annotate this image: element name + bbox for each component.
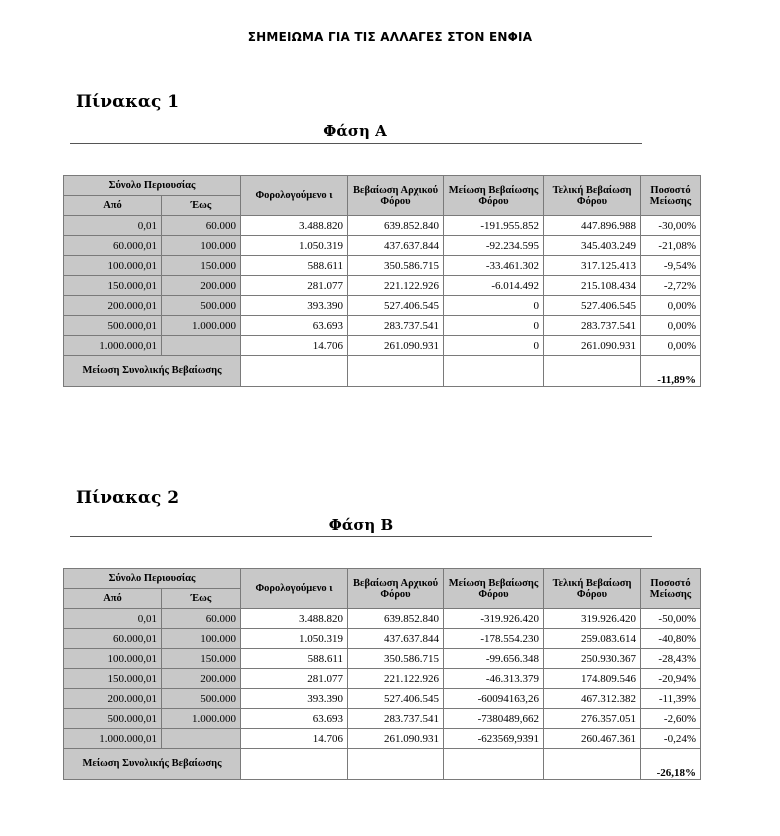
range-to-cell <box>162 729 241 749</box>
range-to-cell: 200.000 <box>162 669 241 689</box>
table-row <box>64 276 701 296</box>
final-tax-cell: 260.467.361 <box>544 729 641 749</box>
final-tax-cell: 345.403.249 <box>544 236 641 256</box>
reduction-percent-cell: -2,60% <box>641 709 701 729</box>
range-to-cell: 100.000 <box>162 236 241 256</box>
reduction-percent-cell: -9,54% <box>641 256 701 276</box>
range-to-cell: 150.000 <box>162 649 241 669</box>
taxpayers-cell: 63.693 <box>241 316 348 336</box>
table-row <box>64 256 701 276</box>
header-taxpayers: Φορολογούμενο ι <box>241 176 348 216</box>
reduction-percent-cell: -30,00% <box>641 216 701 236</box>
reduction-percent-cell: 0,00% <box>641 296 701 316</box>
taxpayers-cell: 14.706 <box>241 729 348 749</box>
table-row <box>64 669 701 689</box>
header-initial-tax: Βεβαίωση Αρχικού Φόρου <box>348 569 444 609</box>
reduction-percent-cell: -2,72% <box>641 276 701 296</box>
table-1-phase: Φάση Α <box>323 122 387 140</box>
header-reduction-percent: Ποσοστό Μείωσης <box>641 176 701 216</box>
taxpayers-cell: 63.693 <box>241 709 348 729</box>
header-tax-reduction: Μείωση Βεβαίωσης Φόρου <box>444 176 544 216</box>
final-tax-cell: 317.125.413 <box>544 256 641 276</box>
tax-reduction-cell: -46.313.379 <box>444 669 544 689</box>
reduction-percent-cell: -0,24% <box>641 729 701 749</box>
final-tax-cell: 250.930.367 <box>544 649 641 669</box>
final-tax-cell: 319.926.420 <box>544 609 641 629</box>
tax-reduction-cell: 0 <box>444 336 544 356</box>
table-1-phase-rule <box>70 143 642 144</box>
range-from-cell: 100.000,01 <box>64 256 162 276</box>
range-to-cell: 500.000 <box>162 296 241 316</box>
tax-reduction-cell: -6.014.492 <box>444 276 544 296</box>
range-to-cell: 1.000.000 <box>162 709 241 729</box>
initial-tax-cell: 350.586.715 <box>348 649 444 669</box>
range-from-cell: 150.000,01 <box>64 276 162 296</box>
table-2-title: Πίνακας 2 <box>76 488 180 508</box>
final-tax-cell: 259.083.614 <box>544 629 641 649</box>
taxpayers-cell: 14.706 <box>241 336 348 356</box>
table-row <box>64 609 701 629</box>
final-tax-cell: 276.357.051 <box>544 709 641 729</box>
range-from-cell: 60.000,01 <box>64 236 162 256</box>
header-to: Έως <box>162 196 241 216</box>
taxpayers-cell: 588.611 <box>241 256 348 276</box>
header-final-tax: Τελική Βεβαίωση Φόρου <box>544 569 641 609</box>
document-title: ΣΗΜΕΙΩΜΑ ΓΙΑ ΤΙΣ ΑΛΛΑΓΕΣ ΣΤΟΝ ΕΝΦΙΑ <box>247 30 533 44</box>
range-to-cell: 200.000 <box>162 276 241 296</box>
header-tax-reduction: Μείωση Βεβαίωσης Φόρου <box>444 569 544 609</box>
table-row <box>64 236 701 256</box>
tax-reduction-cell: 0 <box>444 296 544 316</box>
header-initial-tax: Βεβαίωση Αρχικού Φόρου <box>348 176 444 216</box>
tax-reduction-cell: -60094163,26 <box>444 689 544 709</box>
total-reduction-label: Μείωση Συνολικής Βεβαίωσης <box>64 356 241 387</box>
initial-tax-cell: 221.122.926 <box>348 276 444 296</box>
header-from: Από <box>64 589 162 609</box>
taxpayers-cell: 393.390 <box>241 296 348 316</box>
range-from-cell: 60.000,01 <box>64 629 162 649</box>
final-tax-cell: 447.896.988 <box>544 216 641 236</box>
range-to-cell: 150.000 <box>162 256 241 276</box>
table-row <box>64 296 701 316</box>
tax-reduction-cell: -191.955.852 <box>444 216 544 236</box>
initial-tax-cell: 350.586.715 <box>348 256 444 276</box>
reduction-percent-cell: -11,39% <box>641 689 701 709</box>
total-cell <box>444 356 544 387</box>
taxpayers-cell: 281.077 <box>241 669 348 689</box>
initial-tax-cell: 221.122.926 <box>348 669 444 689</box>
tax-reduction-cell: 0 <box>444 316 544 336</box>
reduction-percent-cell: -21,08% <box>641 236 701 256</box>
table-row <box>64 729 701 749</box>
table-2-phase: Φάση Β <box>328 516 394 534</box>
reduction-percent-cell: -50,00% <box>641 609 701 629</box>
range-from-cell: 200.000,01 <box>64 689 162 709</box>
taxpayers-cell: 1.050.319 <box>241 629 348 649</box>
total-cell <box>348 356 444 387</box>
total-cell <box>348 749 444 780</box>
table-2 <box>63 568 701 780</box>
range-from-cell: 200.000,01 <box>64 296 162 316</box>
taxpayers-cell: 3.488.820 <box>241 609 348 629</box>
taxpayers-cell: 1.050.319 <box>241 236 348 256</box>
header-total-property: Σύνολο Περιουσίας <box>64 176 241 196</box>
taxpayers-cell: 588.611 <box>241 649 348 669</box>
range-to-cell <box>162 336 241 356</box>
tax-reduction-cell: -33.461.302 <box>444 256 544 276</box>
range-from-cell: 100.000,01 <box>64 649 162 669</box>
reduction-percent-cell: 0,00% <box>641 316 701 336</box>
final-tax-cell: 215.108.434 <box>544 276 641 296</box>
taxpayers-cell: 3.488.820 <box>241 216 348 236</box>
initial-tax-cell: 437.637.844 <box>348 629 444 649</box>
reduction-percent-cell: -28,43% <box>641 649 701 669</box>
taxpayers-cell: 393.390 <box>241 689 348 709</box>
initial-tax-cell: 261.090.931 <box>348 336 444 356</box>
table-1-title: Πίνακας 1 <box>76 92 180 112</box>
total-cell <box>241 749 348 780</box>
reduction-percent-cell: -40,80% <box>641 629 701 649</box>
initial-tax-cell: 639.852.840 <box>348 609 444 629</box>
table-row <box>64 649 701 669</box>
range-from-cell: 500.000,01 <box>64 709 162 729</box>
taxpayers-cell: 281.077 <box>241 276 348 296</box>
total-cell <box>444 749 544 780</box>
range-to-cell: 60.000 <box>162 609 241 629</box>
table-row <box>64 689 701 709</box>
range-from-cell: 150.000,01 <box>64 669 162 689</box>
range-from-cell: 1.000.000,01 <box>64 336 162 356</box>
range-from-cell: 1.000.000,01 <box>64 729 162 749</box>
total-cell <box>544 749 641 780</box>
reduction-percent-cell: -20,94% <box>641 669 701 689</box>
initial-tax-cell: 527.406.545 <box>348 296 444 316</box>
initial-tax-cell: 639.852.840 <box>348 216 444 236</box>
initial-tax-cell: 527.406.545 <box>348 689 444 709</box>
table-row <box>64 629 701 649</box>
table-row <box>64 316 701 336</box>
table-row <box>64 709 701 729</box>
tax-reduction-cell: -92.234.595 <box>444 236 544 256</box>
final-tax-cell: 174.809.546 <box>544 669 641 689</box>
range-to-cell: 60.000 <box>162 216 241 236</box>
range-from-cell: 500.000,01 <box>64 316 162 336</box>
initial-tax-cell: 283.737.541 <box>348 316 444 336</box>
initial-tax-cell: 437.637.844 <box>348 236 444 256</box>
final-tax-cell: 261.090.931 <box>544 336 641 356</box>
header-from: Από <box>64 196 162 216</box>
table-row <box>64 336 701 356</box>
table-2-phase-rule <box>70 536 652 537</box>
final-tax-cell: 467.312.382 <box>544 689 641 709</box>
tax-reduction-cell: -319.926.420 <box>444 609 544 629</box>
reduction-percent-cell: 0,00% <box>641 336 701 356</box>
initial-tax-cell: 283.737.541 <box>348 709 444 729</box>
range-from-cell: 0,01 <box>64 609 162 629</box>
header-taxpayers: Φορολογούμενο ι <box>241 569 348 609</box>
header-total-property: Σύνολο Περιουσίας <box>64 569 241 589</box>
final-tax-cell: 283.737.541 <box>544 316 641 336</box>
total-cell <box>544 356 641 387</box>
total-reduction-label: Μείωση Συνολικής Βεβαίωσης <box>64 749 241 780</box>
tax-reduction-cell: -99.656.348 <box>444 649 544 669</box>
initial-tax-cell: 261.090.931 <box>348 729 444 749</box>
tax-reduction-cell: -7380489,662 <box>444 709 544 729</box>
total-cell <box>241 356 348 387</box>
tax-reduction-cell: -178.554.230 <box>444 629 544 649</box>
header-reduction-percent: Ποσοστό Μείωσης <box>641 569 701 609</box>
range-to-cell: 500.000 <box>162 689 241 709</box>
range-from-cell: 0,01 <box>64 216 162 236</box>
total-reduction-value: -11,89% <box>641 356 701 387</box>
header-final-tax: Τελική Βεβαίωση Φόρου <box>544 176 641 216</box>
table-1 <box>63 175 701 387</box>
final-tax-cell: 527.406.545 <box>544 296 641 316</box>
tax-reduction-cell: -623569,9391 <box>444 729 544 749</box>
range-to-cell: 1.000.000 <box>162 316 241 336</box>
total-reduction-value: -26,18% <box>641 749 701 780</box>
range-to-cell: 100.000 <box>162 629 241 649</box>
header-to: Έως <box>162 589 241 609</box>
table-row <box>64 216 701 236</box>
